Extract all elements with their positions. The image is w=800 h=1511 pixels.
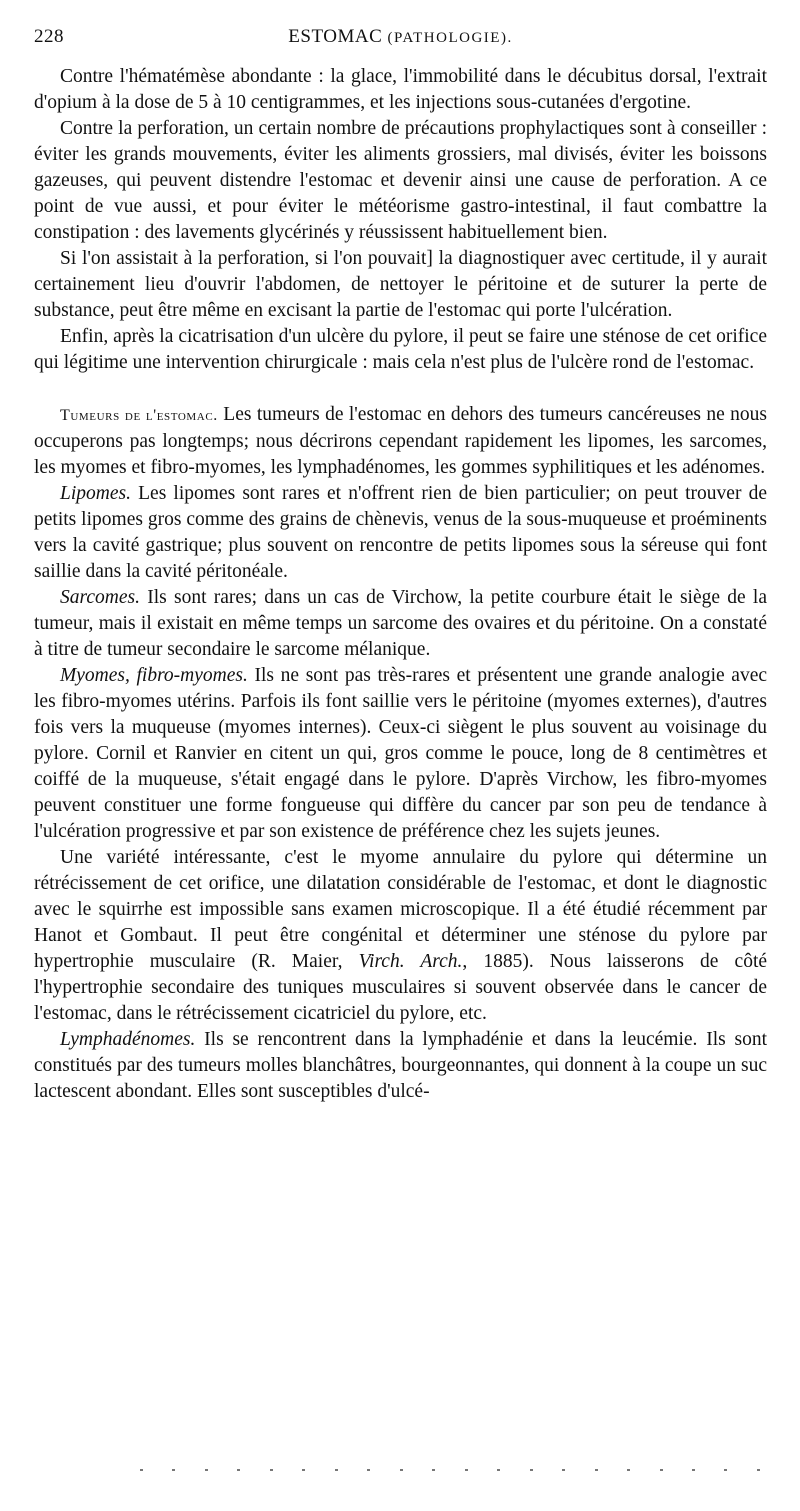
paragraph-pyloric-stenosis: Enfin, après la cicatrisation d'un ulcère du pylore, il peut se faire une sténose de cet orifice qui légitime une intervention chirurgicale : mais cela n'est plus de l'ulcère rond de l'estomac. (34, 326, 767, 373)
sarcomes-text: Ils sont rares; dans un cas de Virchow, la petite courbure était le siège de la tumeur, mais il existait en même temps un sarcome des ovaires et du péritoine. On a constaté à titre de tumeur secondaire le sarcome mélanique. (34, 587, 767, 660)
paragraph-hematemesis: Contre l'hématémèse abondante : la glace, l'immobilité dans le décubitus dorsal, l'extrait d'opium à la dose de 5 à 10 centigrammes, et les injections sous-cutanées d'ergotine. (34, 66, 767, 113)
section-gap (34, 376, 767, 402)
paragraph-perforation-surgery: Si l'on assistait à la perforation, si l'on pouvait] la diagnostiquer avec certitude, il y aurait certainement lieu d'ouvrir l'abdomen, de nettoyer le péritoine et de suturer la perte de substance, peut être même en excisant la partie de l'estomac qui porte l'ulcération. (34, 248, 767, 321)
paragraph-perforation-prevention: Contre la perforation, un certain nombre de précautions prophylactiques sont à conseiller : éviter les grands mouvements, éviter les aliments grossiers, mal divisés, éviter les boissons gazeuses, qui peuvent distendre l'estomac et devenir ainsi une cause de perforation. A ce point de vue aussi, et pour éviter le météorisme gastro-intestinal, il faut combattre la constipation : des lavements glycérinés y réussissent habituellement bien. (34, 118, 767, 243)
myome-annulaire-text-a: Une variété intéressante, c'est le myome annulaire du pylore qui détermine un rétrécissement de cet orifice, une dilatation considérable de l'estomac, et dont le diagnostic avec le squirrhe est impossible sans examen microscopique. Il a été étudié récemment par Hanot et Gombaut. Il peut être congénital et déterminer une sténose du pylore par hypertrophie musculaire (R. Maier, (34, 847, 767, 972)
myomes-text: Ils ne sont pas très-rares et présentent une grande analogie avec les fibro-myomes utérins. Parfois ils font saillie vers le péritoine (myomes externes), d'autres fois vers la muqueuse (myomes internes). Ceux-ci siègent le plus souvent au voisinage du pylore. Cornil et Ranvier en citent un qui, gros comme le pouce, long de 8 centimètres et coiffé de la muqueuse, s'était engagé dans le pylore. D'après Virchow, les fibro-myomes peuvent constituer une forme fongueuse qui diffère du cancer par son peu de tendance à l'ulcération progressive et par son existence de préférence chez les sujets jeunes. (34, 665, 768, 842)
paragraph-tumeurs (34, 402, 767, 481)
header-title-line (34, 26, 767, 48)
lipomes-text: Les lipomes sont rares et n'offrent rien de bien particulier; on peut trouver de petits lipomes gros comme des grains de chènevis, venus de la sous-muqueuse et proéminents vers la cavité gastrique; plus souvent on rencontre de petits lipomes sous la séreuse qui font saillie dans la cavité péritonéale. (34, 483, 767, 582)
myome-annulaire-text-b: , 1885). Nous laisserons de côté l'hypertrophie secondaire des tuniques musculaires si souvent observée dans le cancer de l'estomac, dans le rétrécissement cicatriciel du pylore, etc. (34, 951, 768, 1024)
paragraph-myome-annulaire (34, 845, 767, 1027)
running-head (34, 26, 767, 54)
book-page (34, 26, 767, 1105)
paragraph-lipomes (34, 481, 767, 585)
subheading-lymphadenomes: Lymphadénomes. (60, 1029, 196, 1050)
paragraph-sarcomes (34, 585, 767, 663)
subheading-sarcomes: Sarcomes. (60, 587, 140, 608)
subheading-lipomes: Lipomes. (60, 483, 131, 504)
header-subtitle: (PATHOLOGIE). (387, 30, 513, 46)
lymphadenomes-text: Ils se rencontrent dans la lymphadénie et dans la leucémie. Ils sont constitués par des tumeurs molles blanchâtres, bourgeonnantes, qui donnent à la coupe un suc lactescent abondant. Elles sont susceptibles d'ulcé- (34, 1029, 768, 1102)
page-number: 228 (34, 26, 64, 47)
paragraph-lymphadenomes (34, 1027, 767, 1105)
header-title: ESTOMAC (288, 26, 383, 47)
citation-virch-arch: Virch. Arch. (358, 951, 463, 972)
subheading-myomes: Myomes, fibro-myomes. (60, 665, 248, 686)
section-heading-tumeurs: Tumeurs de l'estomac. (60, 407, 218, 424)
tumeurs-text: Les tumeurs de l'estomac en dehors des tumeurs cancéreuses ne nous occuperons pas longtemps; nous décrirons cependant rapidement les lipomes, les sarcomes, les myomes et fibro-myomes, les lymphadénomes, les gommes syphilitiques et les adénomes. (34, 404, 768, 478)
paragraph-myomes (34, 663, 767, 845)
footer-print-marks (140, 1465, 760, 1475)
